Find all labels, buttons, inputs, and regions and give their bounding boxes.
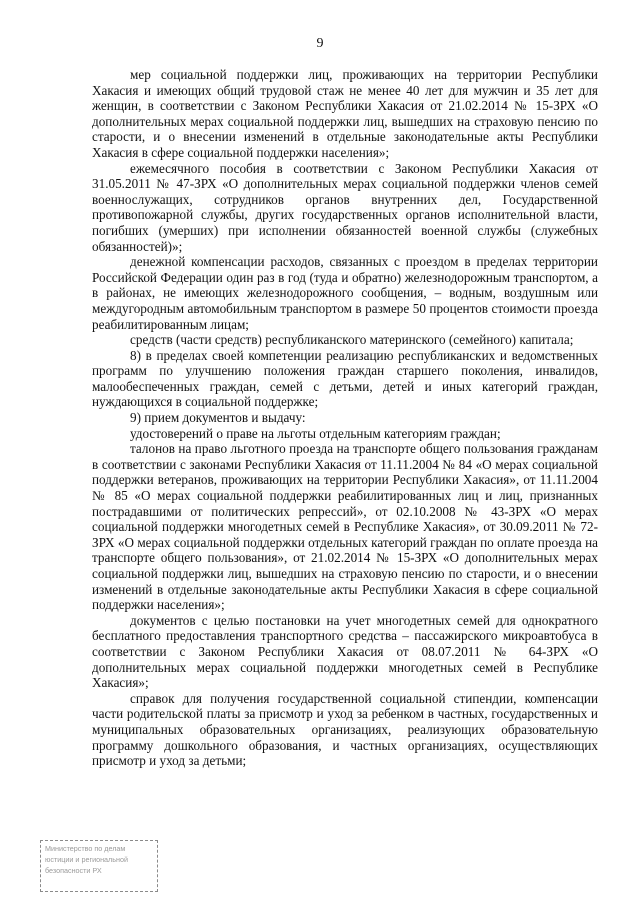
paragraph-8: талонов на право льготного проезда на транспорте общего пользования гражданам в соответствии с законами Республики Хакасия от 11.11.2004 № 84 «О мерах социальной поддержки ветеранов, проживающих на территории Республики Хакасия», от 11.11.2004 № 85 «О мерах социальной поддержки реабилитированных лиц и лиц, признанных пострадавшими от политических репрессий», от 02.10.2008 № 43-ЗРХ «О мерах социальной поддержки многодетных семей в Республике Хакасия», от 30.09.2011 № 72-ЗРХ «О мерах социальной поддержки отдельных категорий граждан по оплате проезда на транспорте общего пользования», от 21.02.2014 № 15-ЗРХ «О дополнительных мерах социальной поддержки лиц, вышедших на страховую пенсию по старости, и о внесении изменений в отдельные законодательные акты Республики Хакасия в сфере социальной поддержки населения»; bbox=[92, 441, 598, 613]
registration-stamp bbox=[40, 840, 158, 892]
paragraph-10: справок для получения государственной социальной стипендии, компенсации части родительской платы за присмотр и уход за ребенком в частных, государственных и муниципальных образовательных организациях, реализующих образовательную программу дошкольного образования, и частных организациях, осуществляющих присмотр и уход за детьми; bbox=[92, 690, 598, 769]
paragraph-1: мер социальной поддержки лиц, проживающих на территории Республики Хакасия и имеющих общий трудовой стаж не менее 40 лет для мужчин и 35 лет для женщин, в соответствии с Законом Республики Хакасия от 21.02.2014 № 15-ЗРХ «О дополнительных мерах социальной поддержки лиц, вышедших на страховую пенсию по старости, и о внесении изменений в отдельные законодательные акты Республики Хакасия в сфере социальной поддержки населения»; bbox=[92, 67, 598, 160]
stamp-line-2: юстиции и региональной bbox=[45, 855, 128, 864]
paragraph-9: документов с целью постановки на учет многодетных семей для однократного бесплатного предоставления транспортного средства – пассажирского микроавтобуса в соответствии с Законом Республики Хакасия от 08.07.2011 № 64-ЗРХ «О дополнительных мерах социальной поддержки многодетных семей в Республике Хакасия»; bbox=[92, 612, 598, 691]
paragraph-2: ежемесячного пособия в соответствии с Законом Республики Хакасия от 31.05.2011 № 47-ЗРХ «О дополнительных мерах социальной поддержки членов семей военнослужащих, сотрудников органов внутренних дел, Государственной противопожарной службы, других государственных органов исполнительной власти, погибших (умерших) при исполнении обязанностей военной службы (служебных обязанностей)»; bbox=[92, 160, 598, 254]
paragraph-7: удостоверений о праве на льготы отдельным категориям граждан; bbox=[130, 425, 501, 441]
page-number: 9 bbox=[316, 36, 324, 51]
paragraph-5: 8) в пределах своей компетенции реализацию республиканских и ведомственных программ по улучшению положения граждан старшего поколения, инвалидов, малообеспеченных граждан, семей с детьми, детей и иных категорий граждан, нуждающихся в социальной поддержке; bbox=[92, 347, 598, 410]
paragraph-3: денежной компенсации расходов, связанных с проездом в пределах территории Российской Федерации один раз в год (туда и обратно) железнодорожным транспортом, а в районах, не имеющих железнодорожного сообщения, – водным, воздушным или междугородным автомобильным транспортом в размере 50 процентов стоимости проезда реабилитированным лицам; bbox=[92, 254, 598, 332]
paragraph-4: средств (части средств) республиканского материнского (семейного) капитала; bbox=[130, 332, 574, 348]
stamp-line-3: безопасности РХ bbox=[45, 866, 102, 875]
paragraph-6: 9) прием документов и выдачу: bbox=[130, 410, 306, 426]
document-body bbox=[92, 67, 598, 769]
stamp-line-1: Министерство по делам bbox=[45, 844, 126, 853]
